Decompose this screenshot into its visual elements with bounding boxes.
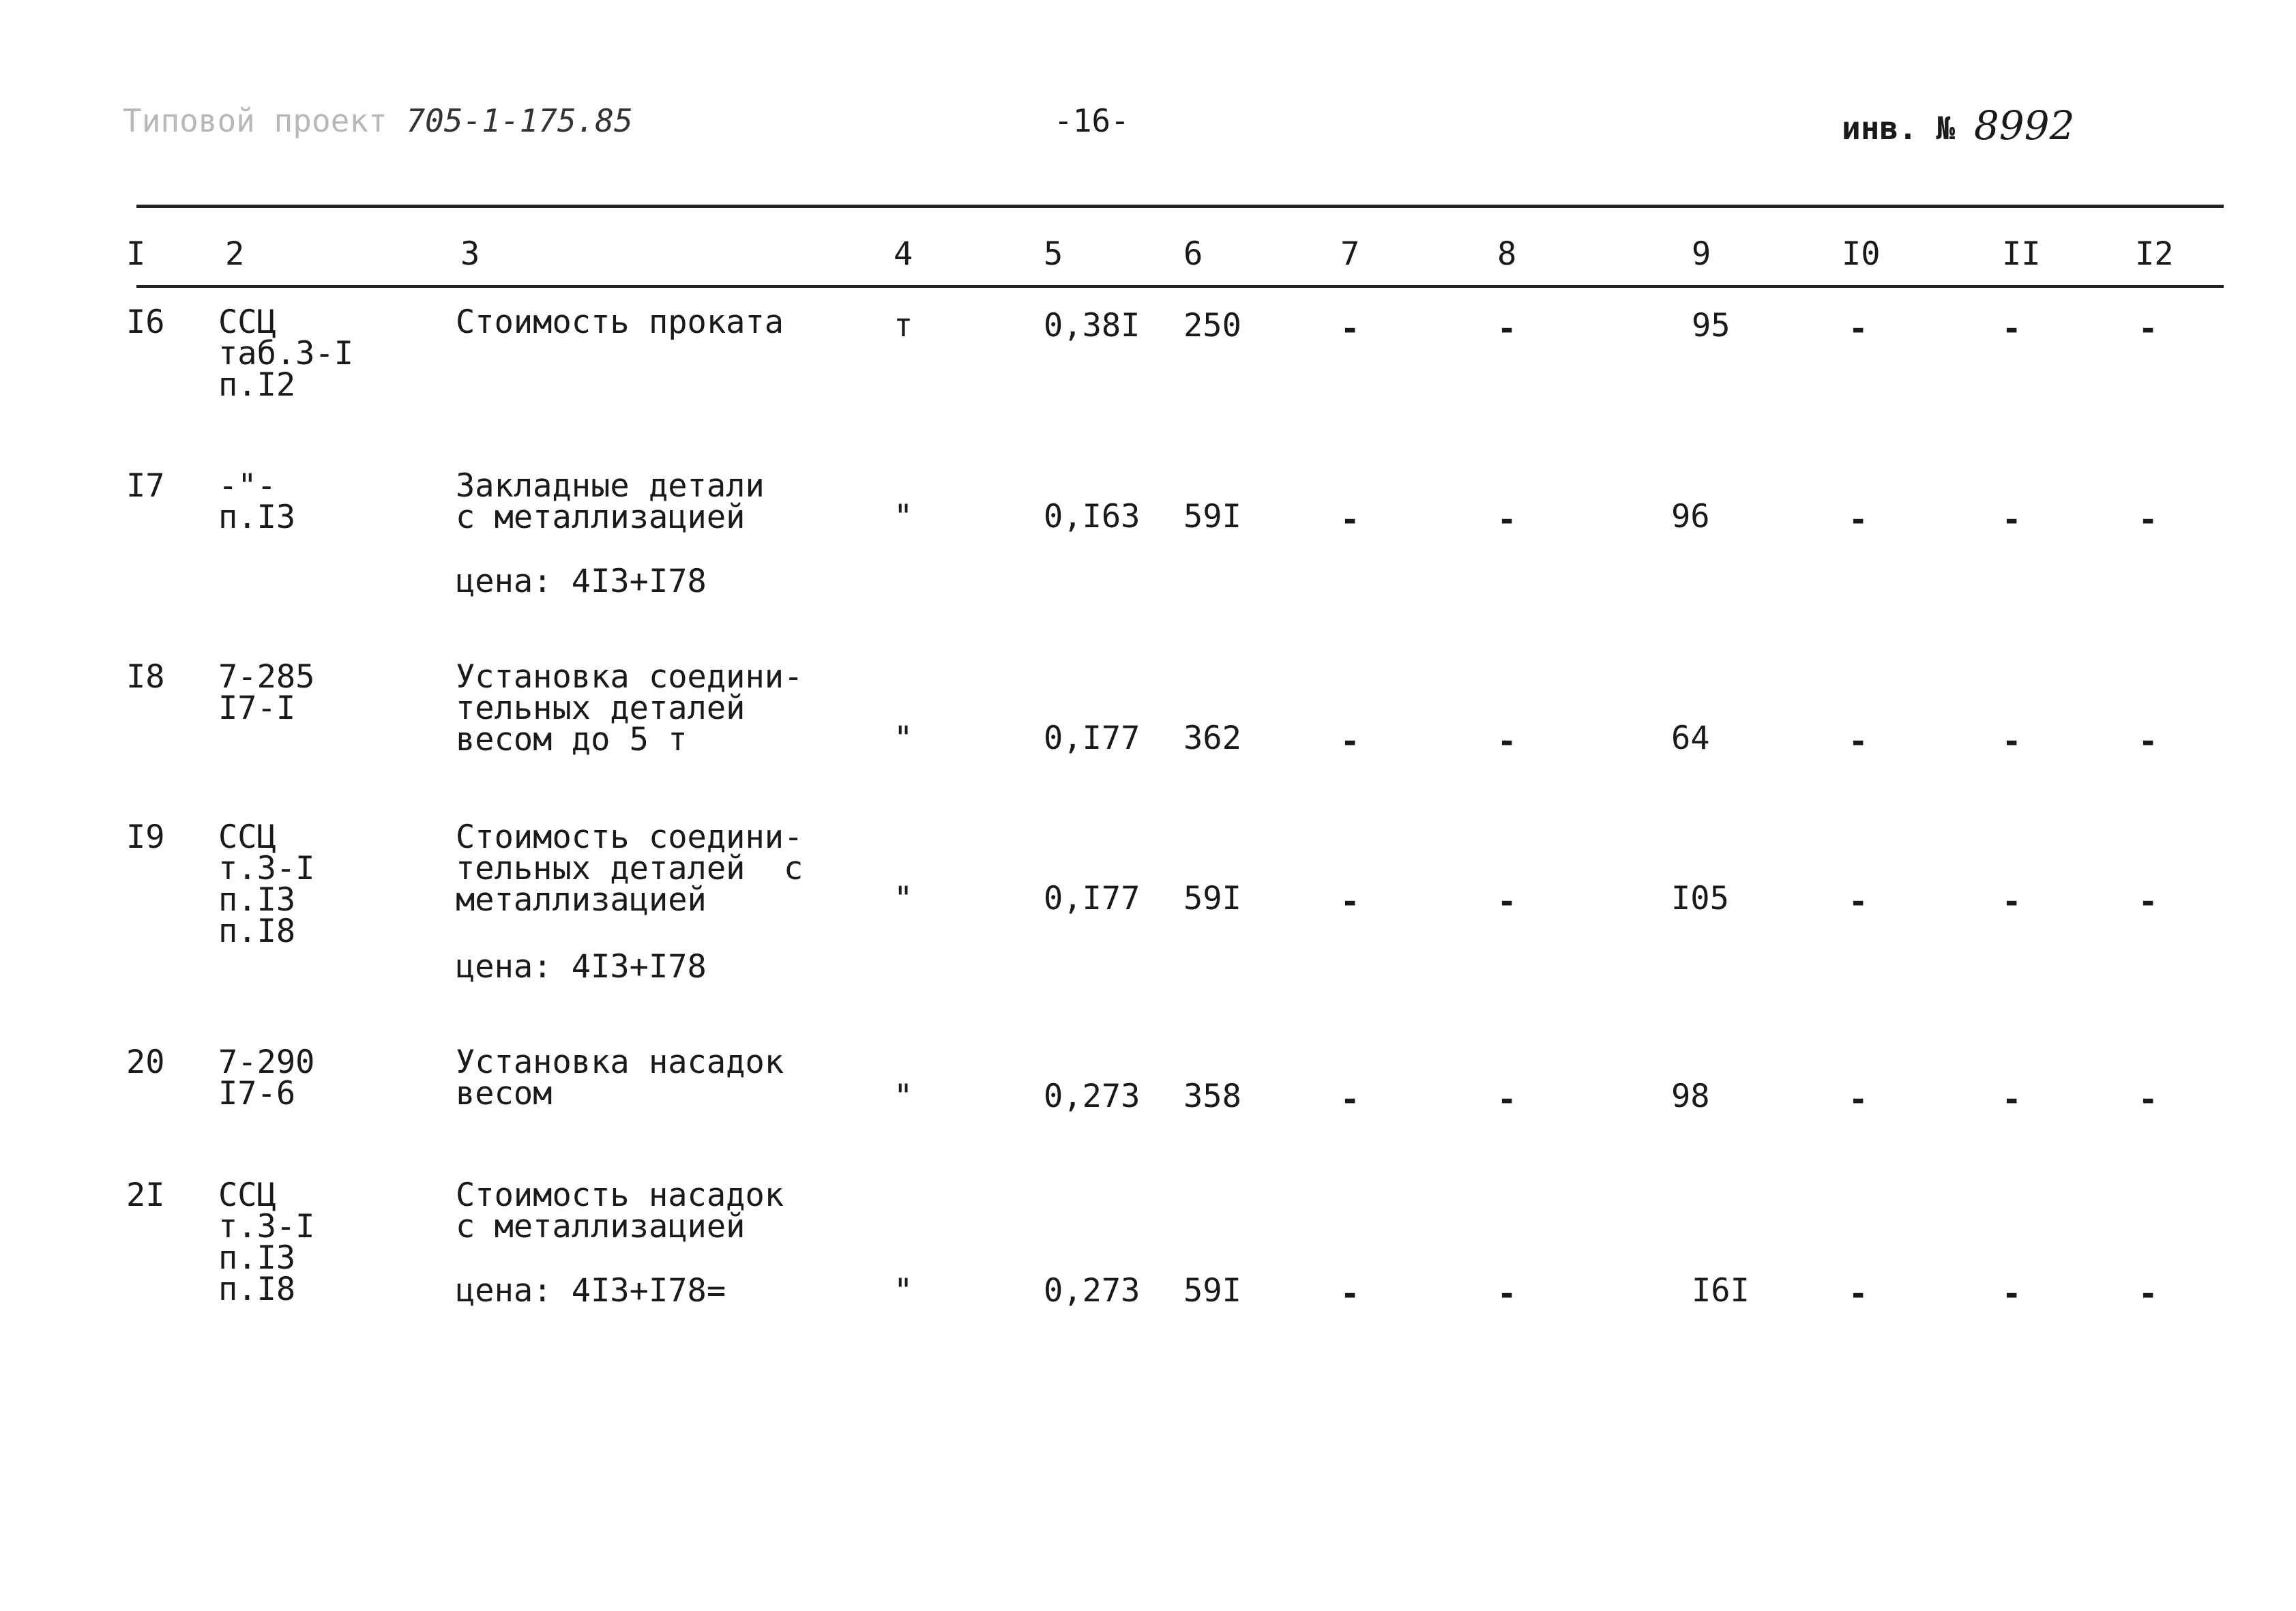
norm-code-line: п.I3	[218, 499, 296, 536]
norm-code-line: 7-285	[218, 658, 315, 696]
quantity: 0,273	[1044, 1272, 1140, 1310]
work-name-line: весом	[456, 1075, 553, 1112]
empty-cell-dash: -	[2002, 501, 2022, 539]
col-9-value: I6I	[1692, 1272, 1750, 1310]
column-number-11: II	[2002, 235, 2041, 273]
work-name-line: Закладные детали	[456, 467, 765, 505]
empty-cell-dash: -	[1849, 501, 1868, 539]
col-9-value: 96	[1671, 498, 1710, 535]
norm-code-line: ССЦ	[218, 304, 276, 341]
price-formula: цена: 4I3+I78=	[456, 1272, 726, 1310]
norm-code-line: т.3-I	[218, 850, 315, 887]
norm-code-line: -"-	[218, 467, 276, 505]
empty-cell-dash: -	[2138, 723, 2158, 760]
work-name-line: Стоимость соедини-	[456, 818, 804, 856]
norm-code-line: п.I3	[218, 881, 296, 919]
norm-code-line: 7-290	[218, 1044, 315, 1081]
empty-cell-dash: -	[1340, 310, 1360, 348]
column-number-7: 7	[1340, 235, 1360, 273]
col-9-value: 98	[1671, 1078, 1710, 1115]
column-number-5: 5	[1044, 235, 1063, 273]
row-number: 20	[126, 1044, 165, 1081]
column-number-1: I	[126, 235, 146, 273]
empty-cell-dash: -	[1340, 1275, 1360, 1313]
row-number: I6	[126, 304, 165, 341]
empty-cell-dash: -	[1340, 1081, 1360, 1119]
project-code-header: Типовой проект 705-1-175.85	[123, 102, 633, 139]
unit-cost: 250	[1183, 307, 1241, 344]
work-name-line: Стоимость проката	[456, 304, 784, 341]
quantity: 0,I63	[1044, 498, 1140, 535]
empty-cell-dash: -	[2138, 501, 2158, 539]
row-number: 2I	[126, 1177, 165, 1214]
work-name-line: тельных деталей	[456, 690, 746, 727]
work-name-line: Стоимость насадок	[456, 1177, 784, 1214]
empty-cell-dash: -	[2002, 310, 2022, 348]
price-formula: цена: 4I3+I78	[456, 563, 707, 600]
quantity: 0,273	[1044, 1078, 1140, 1115]
column-number-4: 4	[894, 235, 913, 273]
handwritten-inv-number: 8992	[1973, 102, 2075, 149]
unit: "	[894, 1272, 913, 1310]
table-top-rule	[136, 205, 2224, 208]
empty-cell-dash: -	[2002, 723, 2022, 760]
work-name-line: тельных деталей с	[456, 850, 804, 887]
inventory-number: инв. № 8992	[1842, 102, 2075, 149]
norm-code-line: ССЦ	[218, 818, 276, 856]
col-9-value: 95	[1692, 307, 1731, 344]
work-name-line: весом до 5 т	[456, 721, 688, 758]
norm-code-line: таб.3-I	[218, 335, 354, 372]
empty-cell-dash: -	[1849, 723, 1868, 760]
column-number-6: 6	[1183, 235, 1203, 273]
column-number-8: 8	[1497, 235, 1517, 273]
unit: "	[894, 498, 913, 535]
empty-cell-dash: -	[1497, 883, 1517, 921]
row-number: I7	[126, 467, 165, 505]
empty-cell-dash: -	[1497, 1275, 1517, 1313]
empty-cell-dash: -	[2138, 883, 2158, 921]
quantity: 0,I77	[1044, 880, 1140, 917]
work-name-line: с металлизацией	[456, 1208, 746, 1245]
norm-code-line: п.I8	[218, 913, 296, 950]
column-number-9: 9	[1692, 235, 1711, 273]
quantity: 0,38I	[1044, 307, 1140, 344]
work-name-line: Установка соедини-	[456, 658, 804, 696]
unit: "	[894, 880, 913, 917]
column-number-10: I0	[1842, 235, 1881, 273]
unit-cost: 362	[1183, 720, 1241, 757]
norm-code-line: I7-6	[218, 1075, 296, 1112]
norm-code-line: п.I3	[218, 1239, 296, 1277]
unit: "	[894, 1078, 913, 1115]
empty-cell-dash: -	[2138, 1081, 2158, 1119]
norm-code-line: п.I2	[218, 366, 296, 404]
quantity: 0,I77	[1044, 720, 1140, 757]
empty-cell-dash: -	[1849, 883, 1868, 921]
norm-code-line: т.3-I	[218, 1208, 315, 1245]
empty-cell-dash: -	[1340, 723, 1360, 760]
col-9-value: 64	[1671, 720, 1710, 757]
page-number: -16-	[1054, 102, 1130, 139]
column-number-2: 2	[225, 235, 245, 273]
work-name-line: Установка насадок	[456, 1044, 784, 1081]
empty-cell-dash: -	[1497, 723, 1517, 760]
column-number-12: I2	[2135, 235, 2174, 273]
header-separator-rule	[136, 285, 2224, 288]
empty-cell-dash: -	[1849, 310, 1868, 348]
empty-cell-dash: -	[1497, 501, 1517, 539]
unit: т	[894, 307, 913, 344]
unit-cost: 59I	[1183, 498, 1241, 535]
empty-cell-dash: -	[2002, 883, 2022, 921]
row-number: I8	[126, 658, 165, 696]
empty-cell-dash: -	[1497, 1081, 1517, 1119]
work-name-line: с металлизацией	[456, 499, 746, 536]
empty-cell-dash: -	[1340, 883, 1360, 921]
empty-cell-dash: -	[1340, 501, 1360, 539]
norm-code-line: ССЦ	[218, 1177, 276, 1214]
col-9-value: I05	[1671, 880, 1729, 917]
column-number-3: 3	[460, 235, 480, 273]
price-formula: цена: 4I3+I78	[456, 948, 707, 986]
work-name-line: металлизацией	[456, 881, 707, 919]
unit-cost: 358	[1183, 1078, 1241, 1115]
unit: "	[894, 720, 913, 757]
empty-cell-dash: -	[1849, 1275, 1868, 1313]
row-number: I9	[126, 818, 165, 856]
norm-code-line: I7-I	[218, 690, 296, 727]
empty-cell-dash: -	[2002, 1275, 2022, 1313]
unit-cost: 59I	[1183, 1272, 1241, 1310]
unit-cost: 59I	[1183, 880, 1241, 917]
norm-code-line: п.I8	[218, 1271, 296, 1308]
empty-cell-dash: -	[1849, 1081, 1868, 1119]
empty-cell-dash: -	[2138, 1275, 2158, 1313]
empty-cell-dash: -	[2138, 310, 2158, 348]
empty-cell-dash: -	[1497, 310, 1517, 348]
empty-cell-dash: -	[2002, 1081, 2022, 1119]
